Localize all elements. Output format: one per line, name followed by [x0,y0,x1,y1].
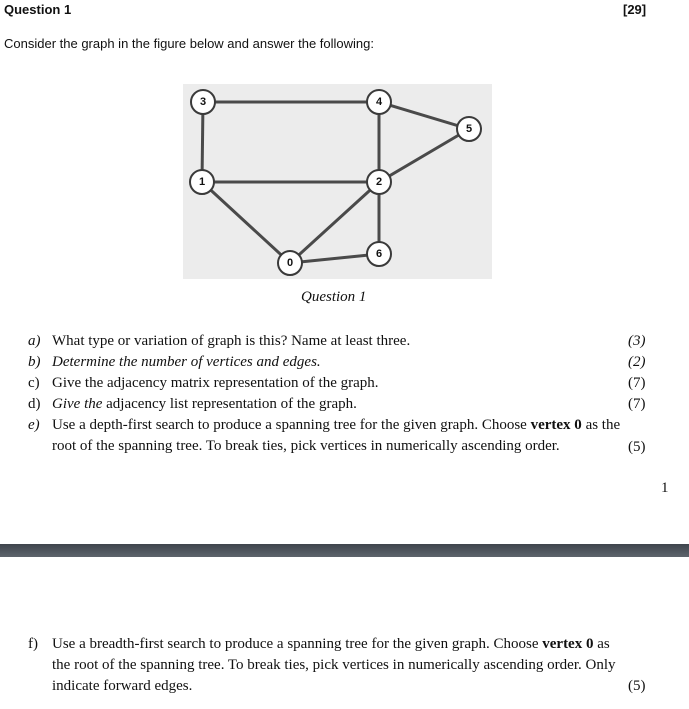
svg-text:0: 0 [286,257,294,269]
graph-node-6 [367,242,391,266]
item-label: f) [28,636,38,652]
item-label: d) [28,396,41,412]
edge-0-6 [290,254,379,263]
edge-2-0 [290,182,379,263]
item-text: What type or variation of graph is this? Name at least three. [52,333,411,349]
graph-figure [183,84,492,279]
graph-node-2 [367,170,391,194]
svg-text:5: 5 [465,123,473,135]
graph-node-0 [278,251,302,275]
item-text-bold: vertex 0 [530,417,582,433]
svg-text:4: 4 [375,96,383,108]
item-label: c) [28,375,40,391]
item-text [52,394,357,415]
item-text-line-1: Use a breadth-first search to produce a spanning tree for the given graph. Choose vertex 0 as [52,636,610,652]
item-label: e) [28,417,40,433]
svg-text:2: 2 [375,176,383,188]
item-marks: (2) [628,354,646,370]
page-separator [0,544,689,557]
edge-4-5 [379,102,469,129]
item-text-line-3: indicate forward edges. [52,678,193,694]
svg-text:1: 1 [198,176,206,188]
page-number: 1 [661,480,669,496]
item-text-bold: vertex 0 [542,636,594,652]
question-title: Question 1 [4,2,72,17]
item-marks: (5) [628,439,646,455]
item-text: Determine the number of vertices and edges. [52,354,321,370]
question-intro: Consider the graph in the figure below and answer the following: [4,36,375,51]
item-marks: (7) [628,375,646,391]
item-label: a) [28,333,41,349]
figure-caption: Question 1 [301,289,367,305]
graph-node-4 [367,90,391,114]
graph-node-1 [190,170,214,194]
item-text-italic: Give the [52,396,103,412]
total-marks: [29] [623,2,647,17]
edge-2-5 [379,129,469,182]
item-text [52,415,672,457]
item-marks: (7) [628,396,646,412]
item-label: b) [28,354,41,370]
item-text [52,634,672,697]
svg-text:6: 6 [375,248,383,260]
graph-node-3 [191,90,215,114]
item-marks: (5) [628,678,646,694]
item-text-rest: adjacency list representation of the graph. [102,396,357,412]
item-text-line-2: root of the spanning tree. To break ties, pick vertices in numerically ascending order. [52,438,560,454]
item-text-line-1: Use a depth-first search to produce a spanning tree for the given graph. Choose vertex 0 as the [52,417,621,433]
item-marks: (3) [628,333,646,349]
svg-text:3: 3 [199,96,207,108]
edge-1-0 [202,182,290,263]
item-text: Give the adjacency matrix representation of the graph. [52,375,379,391]
item-text-line-2: the root of the spanning tree. To break ties, pick vertices in numerically ascending order. Only [52,657,616,673]
graph-svg [183,84,492,279]
graph-node-5 [457,117,481,141]
